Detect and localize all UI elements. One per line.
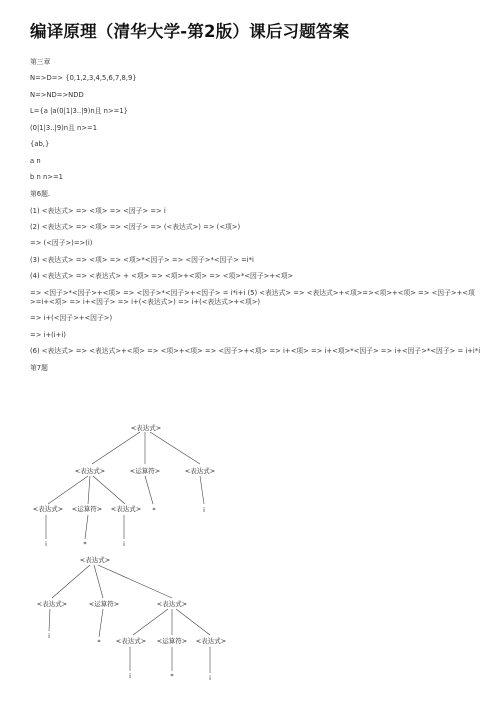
text-line: N=>ND=>NDD xyxy=(30,91,84,99)
derivation-line: => (<因子>)=>(i) xyxy=(30,239,93,247)
tree1-node: <表达式> xyxy=(110,505,142,513)
tree1-node: <表达式> xyxy=(74,467,106,475)
tree2-node: <表达式> xyxy=(156,600,188,608)
tree2-node: <表达式> xyxy=(36,600,68,608)
tree1-leaf: * xyxy=(152,506,156,514)
tree2-leaf: i xyxy=(209,674,211,682)
tree1-leaf: i xyxy=(203,506,205,514)
derivation-line: (4) <表达式> => <表达式> + <项> => <项>+<项> => <项>*<因子>+<项> xyxy=(30,272,294,280)
derivation-line: (2) <表达式> => <项> => <因子> => (<表达式>) => (<项>) xyxy=(30,223,241,231)
text-line: a n xyxy=(30,157,41,165)
text-line: N=>D=> {0,1,2,3,4,5,6,7,8,9} xyxy=(30,74,137,82)
tree1-leaf: i xyxy=(45,540,47,548)
derivation-line: (1) <表达式> => <项> => <因子> => i xyxy=(30,207,166,215)
problem-heading: 第6题. xyxy=(30,190,51,198)
tree2-leaf: * xyxy=(170,672,174,680)
tree2-node: <表达式> xyxy=(195,637,227,645)
tree1-root: <表达式> xyxy=(130,424,162,432)
derivation-line: => <因子>*<因子>+<项> => <因子>*<因子>+<因子> = i*i+i (5) <表达式> => <表达式>+<项>=><项>+<项> => <因子>+<项>=i+<项> => i+<因子> => i+(<表达式>) => i+(<表达式>+<项>) xyxy=(30,289,475,306)
tree2-leaf: i xyxy=(129,672,131,680)
text-line: {ab,} xyxy=(30,140,50,148)
tree1-node: <表达式> xyxy=(184,467,216,475)
derivation-line: (3) <表达式> => <项> => <项>*<因子> => <因子>*<因子> =i*i xyxy=(30,256,254,264)
derivation-line: => i+(i+i) xyxy=(30,331,66,339)
derivation-line: => i+(<因子>+<因子>) xyxy=(30,314,113,322)
document-title: 编译原理（清华大学-第2版）课后习题答案 xyxy=(30,22,350,41)
tree1-edges xyxy=(46,432,204,539)
text-line: b n n>=1 xyxy=(30,173,63,181)
tree2-node: <运算符> xyxy=(156,637,188,645)
tree1-node: <运算符> xyxy=(129,467,161,475)
tree1-leaf: * xyxy=(83,540,87,548)
chapter-heading: 第三章 xyxy=(30,58,51,66)
text-line: L={a |a(0|1|3..|9)n且 n>=1} xyxy=(30,107,128,115)
problem-heading: 第7题 xyxy=(30,364,48,372)
tree1-node: <运算符> xyxy=(71,505,103,513)
tree1-node: <表达式> xyxy=(32,505,64,513)
text-line: (0|1|3..|9)n且 n>=1 xyxy=(30,124,98,132)
tree1-leaf: i xyxy=(123,540,125,548)
tree2-leaf: * xyxy=(97,638,101,646)
tree2-edges xyxy=(49,565,210,673)
derivation-line: (6) <表达式> => <表达式>+<项> => <项>+<项> => <因子>+<项> => i+<项> => i+<项>*<因子> => i+<因子>*<因子> = i+i*i xyxy=(30,347,481,355)
tree2-leaf: i xyxy=(48,632,50,640)
tree2-root: <表达式> xyxy=(79,556,111,564)
tree2-node: <运算符> xyxy=(88,600,120,608)
tree2-node: <表达式> xyxy=(115,637,147,645)
